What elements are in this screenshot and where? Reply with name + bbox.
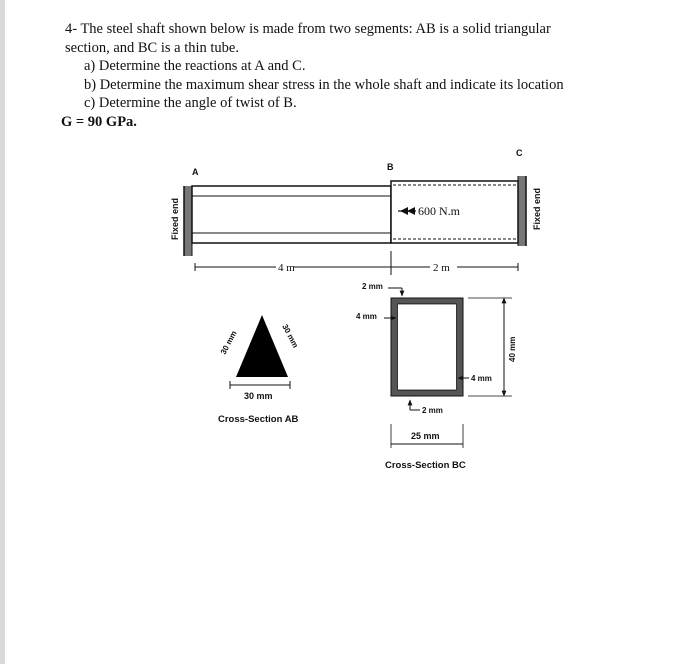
- tube-width-label: 25 mm: [411, 431, 440, 441]
- segment-ab: [192, 186, 391, 243]
- point-c-label: C: [516, 148, 523, 158]
- cross-section-ab-caption: Cross-Section AB: [218, 414, 299, 425]
- length-ab-label: 4 m: [278, 262, 295, 274]
- fixed-end-left-label: Fixed end: [170, 197, 180, 240]
- torque-label: 600 N.m: [418, 204, 460, 218]
- tube-left-thickness-label: 4 mm: [356, 312, 377, 321]
- point-a-label: A: [192, 167, 199, 177]
- problem-line-1: 4- The steel shaft shown below is made from two segments: AB is a solid triangular: [65, 21, 551, 37]
- tube-right-thickness-label: 4 mm: [471, 374, 492, 383]
- tube-height-label: 40 mm: [508, 336, 517, 362]
- triangle-right-side-label: 30 mm: [280, 322, 301, 350]
- fixed-end-right-label: Fixed end: [532, 187, 542, 230]
- cross-section-bc-caption: Cross-Section BC: [385, 460, 466, 471]
- left-fixed-support: [184, 186, 192, 256]
- length-dimension: [195, 251, 518, 275]
- triangle-base-label: 30 mm: [244, 391, 273, 401]
- cross-section-bc: [391, 298, 463, 396]
- tube-top-thickness-label: 2 mm: [362, 282, 383, 291]
- length-bc-label: 2 m: [433, 262, 450, 274]
- problem-line-2: section, and BC is a thin tube.: [65, 39, 239, 56]
- part-a: a) Determine the reactions at A and C.: [84, 58, 306, 74]
- right-fixed-support: [518, 176, 526, 246]
- tube-bottom-thickness-label: 2 mm: [422, 406, 443, 415]
- part-c: c) Determine the angle of twist of B.: [84, 95, 297, 111]
- material-property: G = 90 GPa.: [61, 113, 137, 130]
- point-b-label: B: [387, 162, 394, 172]
- part-b: b) Determine the maximum shear stress in the whole shaft and indicate its location: [84, 76, 564, 93]
- triangle-left-side-label: 30 mm: [218, 329, 239, 356]
